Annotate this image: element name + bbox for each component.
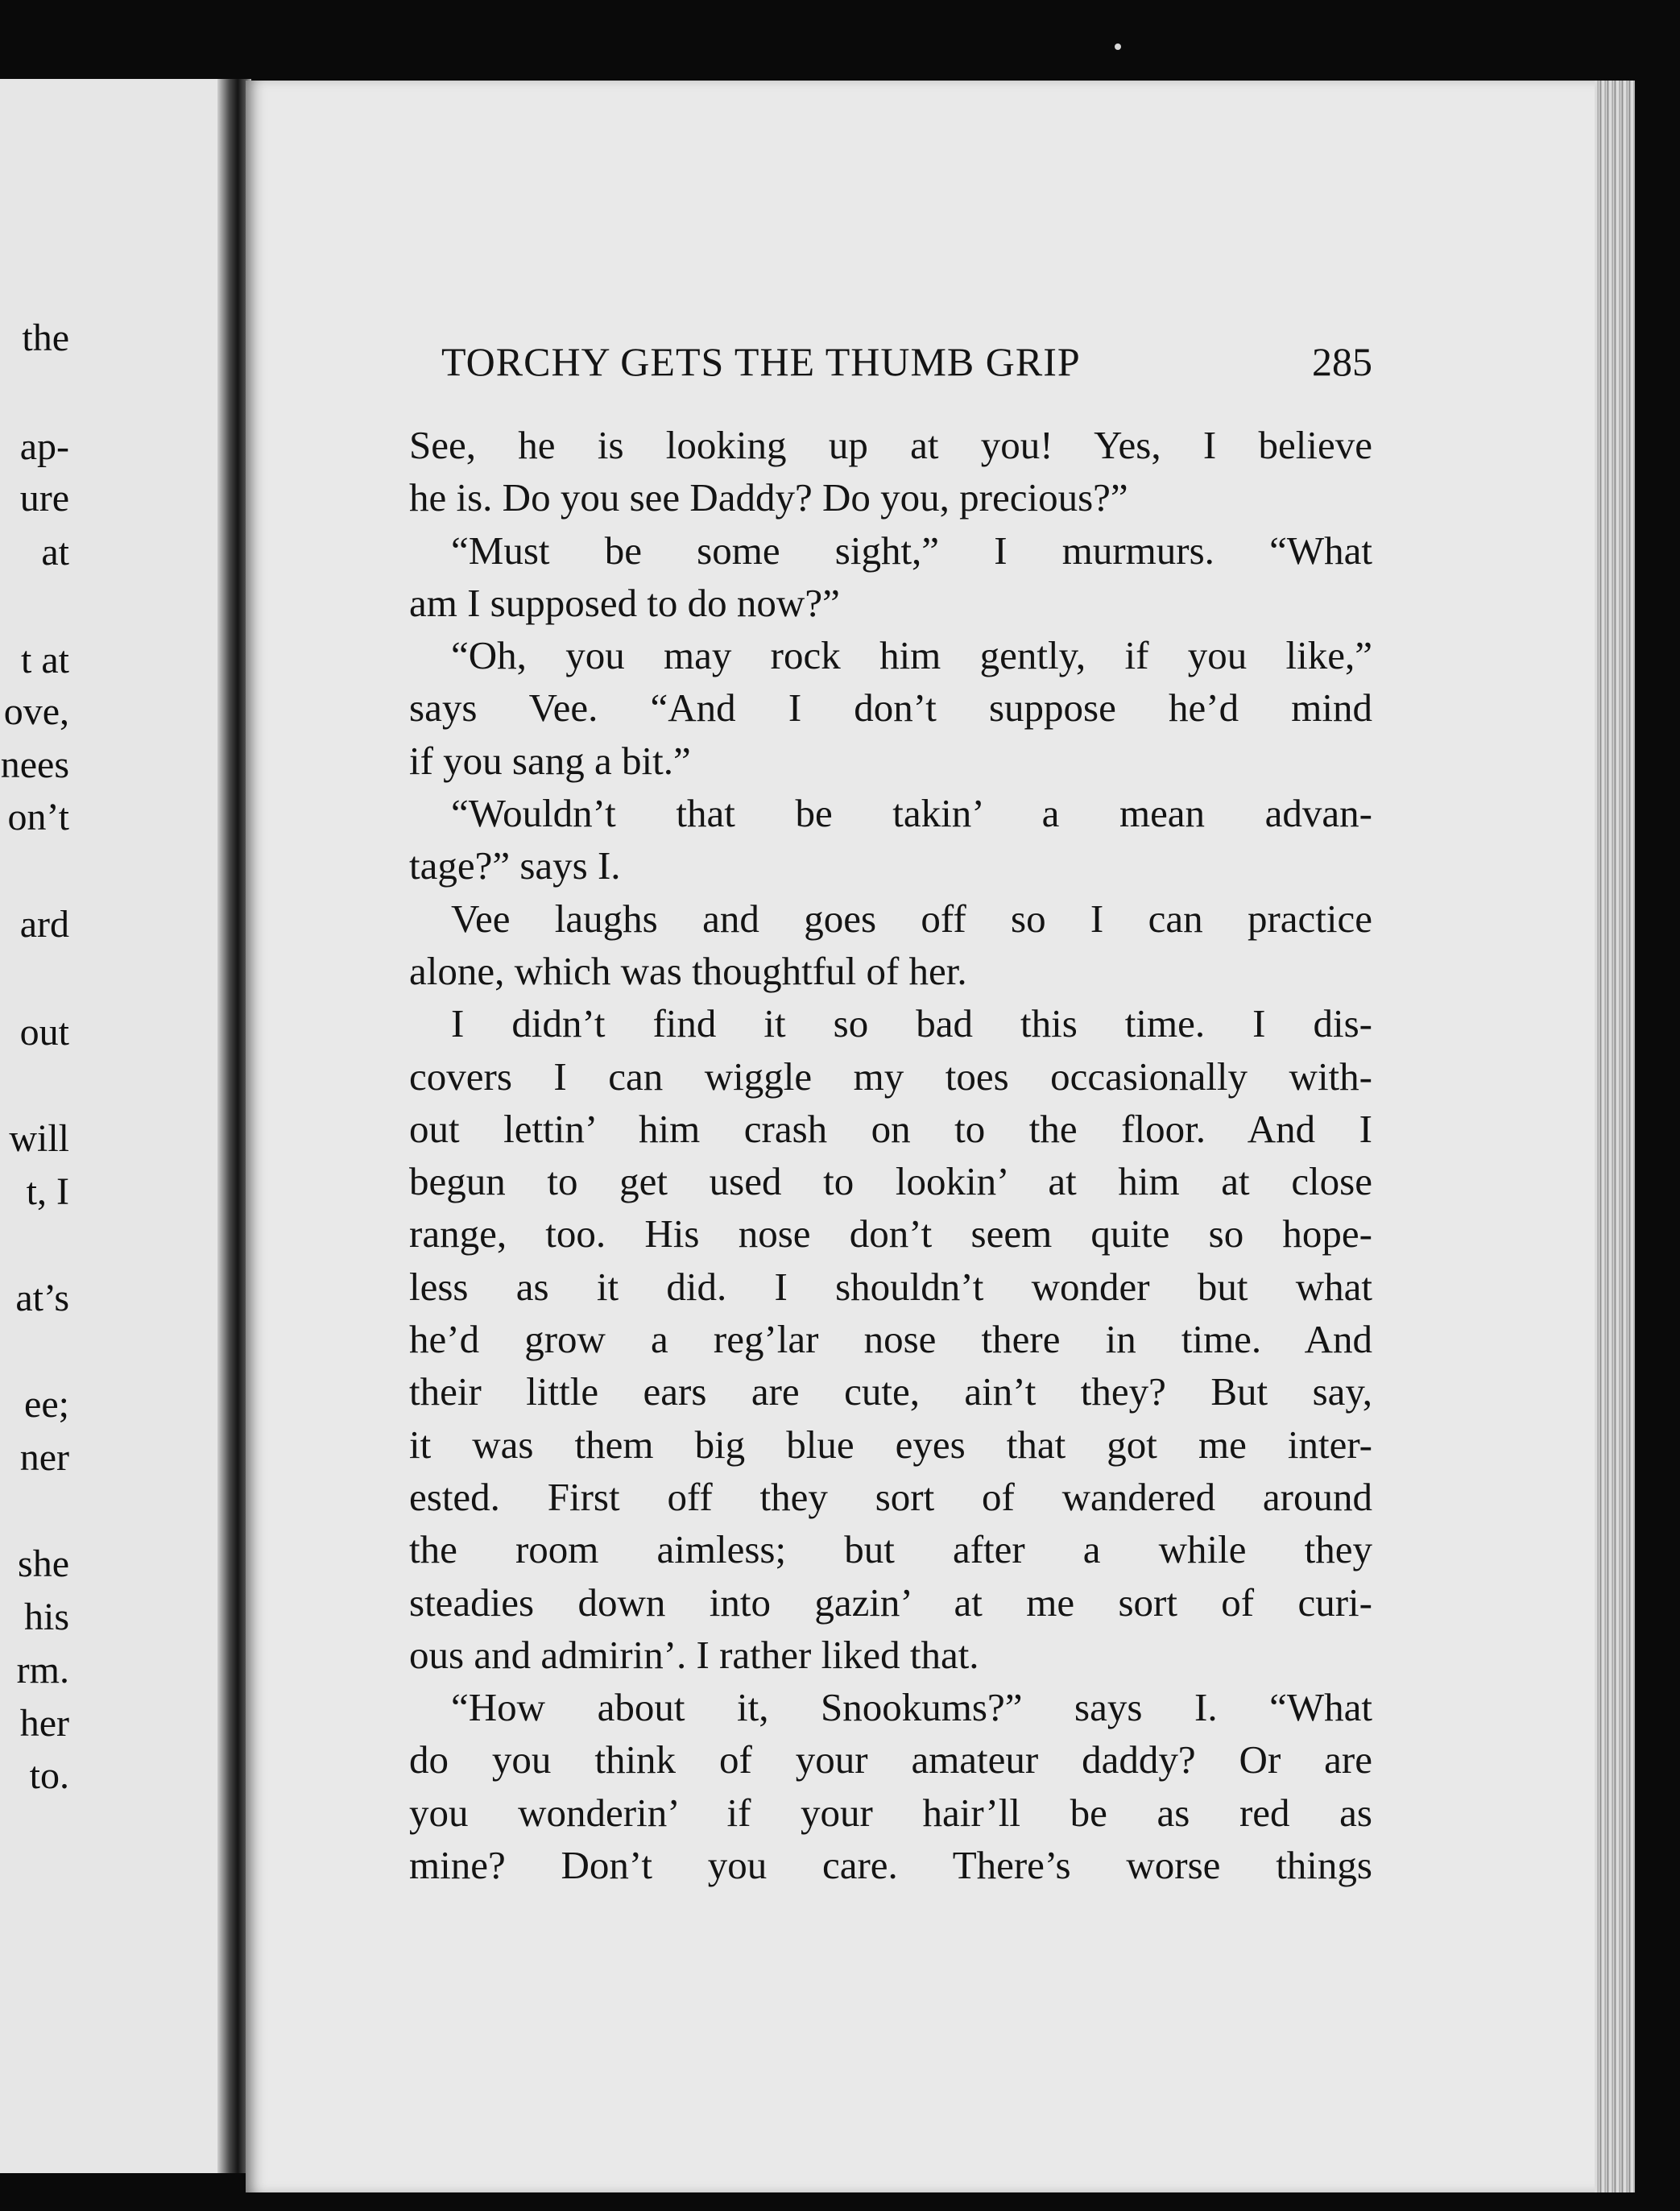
text-line: he is. Do you see Daddy? Do you, precious?” (409, 475, 1128, 520)
scan-dust-speck (1115, 43, 1121, 50)
text-line: covers I can wiggle my toes occasionally with- (409, 1054, 1372, 1099)
text-line: “Wouldn’t that be takin’ a mean advan- (451, 791, 1372, 836)
text-line: it was them big blue eyes that got me inter- (409, 1422, 1372, 1467)
text-line: “Oh, you may rock him gently, if you like,” (451, 633, 1372, 678)
text-line: am I supposed to do now?” (409, 580, 840, 625)
text-line: “How about it, Snookums?” says I. “What (451, 1685, 1372, 1730)
left-fragment: will (9, 1117, 69, 1160)
left-fragment: his (23, 1596, 69, 1638)
text-line: less as it did. I shouldn’t wonder but what (409, 1264, 1372, 1309)
text-line: tage?” says I. (409, 843, 621, 888)
left-fragment: nees (0, 743, 69, 786)
text-line: “Must be some sight,” I murmurs. “What (451, 528, 1372, 573)
left-fragment: ard (19, 903, 69, 946)
left-fragment: ure (19, 477, 69, 520)
text-line: he’d grow a reg’lar nose there in time. And (409, 1317, 1372, 1362)
left-facing-page (0, 79, 230, 2173)
text-line: range, too. His nose don’t seem quite so hope- (409, 1211, 1372, 1257)
text-line: do you think of your amateur daddy? Or are (409, 1737, 1372, 1782)
left-fragment: at’s (15, 1277, 69, 1319)
left-fragment: rm. (16, 1649, 69, 1691)
left-fragment: t at (21, 639, 69, 681)
text-line: if you sang a bit.” (409, 738, 691, 783)
text-line: mine? Don’t you care. There’s worse things (409, 1843, 1372, 1888)
text-line: alone, which was thoughtful of her. (409, 948, 967, 993)
left-fragment: at (41, 531, 69, 573)
page-edge-striations (1595, 81, 1635, 2192)
text-line: says Vee. “And I don’t suppose he’d mind (409, 685, 1372, 731)
left-fragment: to. (29, 1754, 69, 1797)
page-number: 285 (1312, 339, 1372, 384)
left-fragment: on’t (7, 796, 69, 838)
text-line: steadies down into gazin’ at me sort of curi- (409, 1580, 1372, 1625)
body-text (409, 419, 1372, 1891)
left-fragment: ee; (24, 1383, 69, 1426)
text-line: ested. First off they sort of wandered around (409, 1474, 1372, 1519)
running-head: TORCHY GETS THE THUMB GRIP (441, 339, 1081, 384)
left-fragment: she (18, 1542, 69, 1585)
left-fragment: ner (19, 1436, 69, 1479)
left-fragment: ap- (19, 425, 69, 468)
text-line: you wonderin’ if your hair’ll be as red as (409, 1790, 1372, 1835)
page-header (441, 338, 1372, 387)
left-page-text-fragments (0, 79, 227, 2173)
text-line: the room aimless; but after a while they (409, 1527, 1372, 1572)
left-fragment: out (19, 1011, 69, 1054)
text-line: ous and admirin’. I rather liked that. (409, 1632, 979, 1677)
text-line: their little ears are cute, ain’t they? But say, (409, 1369, 1372, 1414)
left-fragment: t, I (26, 1170, 69, 1213)
text-line: begun to get used to lookin’ at him at close (409, 1159, 1372, 1204)
left-fragment: the (22, 317, 69, 359)
text-line: Vee laughs and goes off so I can practice (451, 896, 1372, 941)
text-line: I didn’t find it so bad this time. I dis- (451, 1001, 1372, 1046)
left-fragment: ove, (3, 690, 69, 733)
text-line: out lettin’ him crash on to the floor. And I (409, 1106, 1372, 1151)
text-line: See, he is looking up at you! Yes, I believe (409, 423, 1372, 467)
left-fragment: her (19, 1702, 69, 1745)
